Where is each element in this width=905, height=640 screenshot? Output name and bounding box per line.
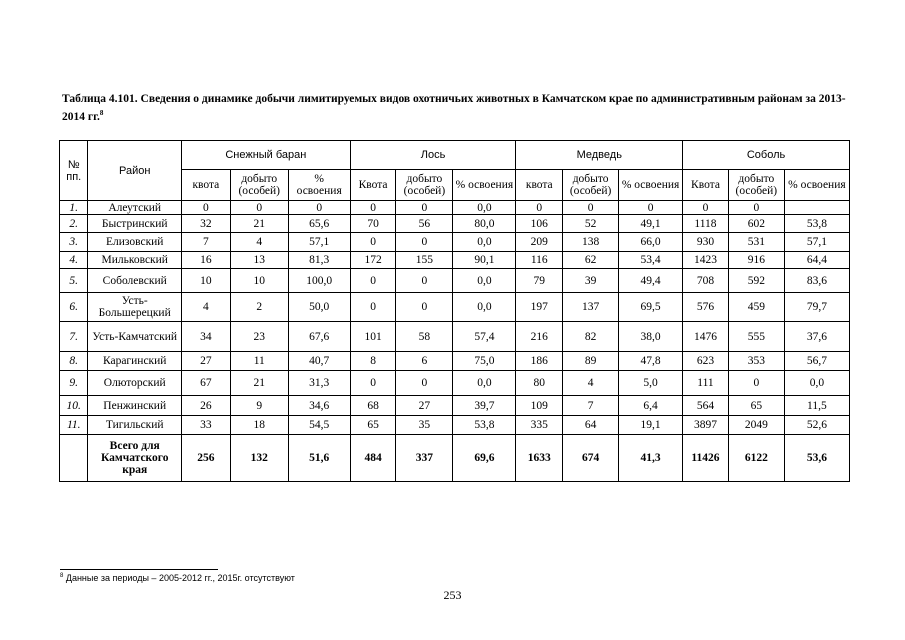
footnote-marker: 8 [60, 573, 64, 579]
table-row [60, 252, 850, 269]
value-cell: 82 [563, 322, 619, 352]
subheader-cell: добыто (особей) [396, 170, 453, 201]
value-cell: 80,0 [453, 215, 516, 233]
value-cell: 209 [516, 233, 563, 252]
row-number [60, 435, 88, 482]
value-cell: 57,1 [784, 233, 849, 252]
value-cell: 31,3 [288, 371, 350, 396]
value-cell: 34 [181, 322, 230, 352]
value-cell: 64 [563, 416, 619, 435]
value-cell: 106 [516, 215, 563, 233]
district-name: Соболевский [88, 269, 182, 293]
district-name: Алеутский [88, 201, 182, 215]
total-row [60, 435, 850, 482]
value-cell: 53,8 [453, 416, 516, 435]
table-row [60, 322, 850, 352]
value-cell: 27 [396, 396, 453, 416]
table-row [60, 269, 850, 293]
value-cell: 9 [230, 396, 288, 416]
value-cell: 256 [181, 435, 230, 482]
value-cell: 1476 [683, 322, 729, 352]
header-district: Район [88, 141, 182, 201]
value-cell: 54,5 [288, 416, 350, 435]
value-cell: 592 [728, 269, 784, 293]
row-number: 3. [60, 233, 88, 252]
value-cell: 65 [350, 416, 396, 435]
row-number: 8. [60, 352, 88, 371]
value-cell: 57,4 [453, 322, 516, 352]
value-cell: 0 [683, 201, 729, 215]
header-group-sheep: Снежный баран [181, 141, 350, 170]
district-name: Пенжинский [88, 396, 182, 416]
value-cell: 7 [563, 396, 619, 416]
value-cell: 0 [396, 233, 453, 252]
subheader-cell: Квота [350, 170, 396, 201]
value-cell: 1633 [516, 435, 563, 482]
value-cell: 80 [516, 371, 563, 396]
subheader-cell: % освоения [288, 170, 350, 201]
value-cell: 0 [563, 201, 619, 215]
value-cell: 100,0 [288, 269, 350, 293]
value-cell: 70 [350, 215, 396, 233]
value-cell: 67,6 [288, 322, 350, 352]
district-name: Тигильский [88, 416, 182, 435]
value-cell: 10 [230, 269, 288, 293]
row-number: 7. [60, 322, 88, 352]
value-cell: 708 [683, 269, 729, 293]
value-cell: 5,0 [619, 371, 683, 396]
value-cell: 67 [181, 371, 230, 396]
page-number: 253 [443, 588, 462, 602]
subheader-cell: % освоения [453, 170, 516, 201]
harvest-table [59, 140, 850, 482]
value-cell: 41,3 [619, 435, 683, 482]
header-group-moose: Лось [350, 141, 516, 170]
value-cell: 23 [230, 322, 288, 352]
district-name: Усть-Камчатский [88, 322, 182, 352]
value-cell: 56,7 [784, 352, 849, 371]
value-cell: 337 [396, 435, 453, 482]
value-cell: 35 [396, 416, 453, 435]
value-cell: 531 [728, 233, 784, 252]
value-cell: 8 [350, 352, 396, 371]
value-cell: 19,1 [619, 416, 683, 435]
district-name: Усть-Большерецкий [88, 293, 182, 322]
caption-text: Таблица 4.101. Сведения о динамике добычи лимитируемых видов охотничьих животных в Камчатском крае по административным районам за 2013-2014 гг. [62, 93, 846, 123]
value-cell: 116 [516, 252, 563, 269]
value-cell: 216 [516, 322, 563, 352]
value-cell: 33 [181, 416, 230, 435]
value-cell: 0,0 [453, 371, 516, 396]
row-number: 1. [60, 201, 88, 215]
value-cell: 68 [350, 396, 396, 416]
district-name: Карагинский [88, 352, 182, 371]
value-cell: 0 [728, 371, 784, 396]
value-cell: 53,6 [784, 435, 849, 482]
value-cell: 0 [350, 201, 396, 215]
value-cell: 0,0 [453, 269, 516, 293]
value-cell: 0 [396, 201, 453, 215]
footnote [60, 573, 295, 583]
value-cell [784, 201, 849, 215]
value-cell: 90,1 [453, 252, 516, 269]
value-cell: 11,5 [784, 396, 849, 416]
value-cell: 335 [516, 416, 563, 435]
value-cell: 186 [516, 352, 563, 371]
value-cell: 65 [728, 396, 784, 416]
value-cell: 53,4 [619, 252, 683, 269]
value-cell: 0 [230, 201, 288, 215]
value-cell: 138 [563, 233, 619, 252]
value-cell: 69,5 [619, 293, 683, 322]
value-cell: 0 [350, 269, 396, 293]
value-cell: 16 [181, 252, 230, 269]
value-cell: 109 [516, 396, 563, 416]
value-cell: 52 [563, 215, 619, 233]
value-cell: 21 [230, 215, 288, 233]
value-cell: 65,6 [288, 215, 350, 233]
header-group-bear: Медведь [516, 141, 683, 170]
district-name: Всего для Камчатского края [88, 435, 182, 482]
subheader-cell: добыто (особей) [563, 170, 619, 201]
value-cell: 0 [350, 293, 396, 322]
table-row [60, 293, 850, 322]
value-cell: 37,6 [784, 322, 849, 352]
value-cell: 40,7 [288, 352, 350, 371]
row-number: 2. [60, 215, 88, 233]
value-cell: 0 [516, 201, 563, 215]
value-cell: 0 [350, 233, 396, 252]
value-cell: 89 [563, 352, 619, 371]
value-cell: 137 [563, 293, 619, 322]
value-cell: 0,0 [784, 371, 849, 396]
value-cell: 34,6 [288, 396, 350, 416]
value-cell: 10 [181, 269, 230, 293]
value-cell: 132 [230, 435, 288, 482]
value-cell: 18 [230, 416, 288, 435]
value-cell: 39,7 [453, 396, 516, 416]
value-cell: 1423 [683, 252, 729, 269]
value-cell: 27 [181, 352, 230, 371]
value-cell: 172 [350, 252, 396, 269]
value-cell: 7 [181, 233, 230, 252]
value-cell: 32 [181, 215, 230, 233]
value-cell: 0,0 [453, 293, 516, 322]
footnote-divider [60, 569, 218, 570]
table-row [60, 201, 850, 215]
value-cell: 576 [683, 293, 729, 322]
value-cell: 0 [396, 269, 453, 293]
value-cell: 53,8 [784, 215, 849, 233]
row-number: 11. [60, 416, 88, 435]
value-cell: 0 [396, 293, 453, 322]
value-cell: 0 [728, 201, 784, 215]
table-row [60, 233, 850, 252]
value-cell: 101 [350, 322, 396, 352]
table-row [60, 215, 850, 233]
subheader-cell: квота [516, 170, 563, 201]
value-cell: 49,4 [619, 269, 683, 293]
value-cell: 49,1 [619, 215, 683, 233]
table-caption [62, 92, 852, 124]
subheader-cell: добыто (особей) [728, 170, 784, 201]
value-cell: 0 [181, 201, 230, 215]
value-cell: 64,4 [784, 252, 849, 269]
value-cell: 69,6 [453, 435, 516, 482]
value-cell: 930 [683, 233, 729, 252]
value-cell: 3897 [683, 416, 729, 435]
value-cell: 484 [350, 435, 396, 482]
value-cell: 11426 [683, 435, 729, 482]
value-cell: 66,0 [619, 233, 683, 252]
value-cell: 50,0 [288, 293, 350, 322]
value-cell: 58 [396, 322, 453, 352]
row-number: 5. [60, 269, 88, 293]
value-cell: 6,4 [619, 396, 683, 416]
value-cell: 75,0 [453, 352, 516, 371]
value-cell: 674 [563, 435, 619, 482]
row-number: 6. [60, 293, 88, 322]
value-cell: 4 [181, 293, 230, 322]
value-cell: 564 [683, 396, 729, 416]
value-cell: 57,1 [288, 233, 350, 252]
subheader-cell: % освоения [619, 170, 683, 201]
value-cell: 555 [728, 322, 784, 352]
value-cell: 353 [728, 352, 784, 371]
value-cell: 62 [563, 252, 619, 269]
value-cell: 26 [181, 396, 230, 416]
row-number: 4. [60, 252, 88, 269]
value-cell: 4 [230, 233, 288, 252]
value-cell: 6122 [728, 435, 784, 482]
value-cell: 38,0 [619, 322, 683, 352]
value-cell: 79,7 [784, 293, 849, 322]
footnote-text: Данные за периоды – 2005-2012 гг., 2015г. отсутствуют [63, 573, 295, 583]
row-number: 10. [60, 396, 88, 416]
value-cell: 0 [288, 201, 350, 215]
value-cell: 81,3 [288, 252, 350, 269]
district-name: Елизовский [88, 233, 182, 252]
value-cell: 0 [396, 371, 453, 396]
value-cell: 916 [728, 252, 784, 269]
value-cell: 2 [230, 293, 288, 322]
table-row [60, 352, 850, 371]
value-cell: 623 [683, 352, 729, 371]
value-cell: 39 [563, 269, 619, 293]
subheader-cell: добыто (особей) [230, 170, 288, 201]
value-cell: 11 [230, 352, 288, 371]
subheader-cell: % освоения [784, 170, 849, 201]
value-cell: 0 [350, 371, 396, 396]
value-cell: 459 [728, 293, 784, 322]
value-cell: 56 [396, 215, 453, 233]
value-cell: 79 [516, 269, 563, 293]
caption-footnote-ref: 8 [99, 109, 104, 117]
value-cell: 1118 [683, 215, 729, 233]
district-name: Мильковский [88, 252, 182, 269]
value-cell: 21 [230, 371, 288, 396]
value-cell: 0,0 [453, 233, 516, 252]
value-cell: 83,6 [784, 269, 849, 293]
table-row [60, 416, 850, 435]
value-cell: 155 [396, 252, 453, 269]
value-cell: 52,6 [784, 416, 849, 435]
subheader-cell: Квота [683, 170, 729, 201]
header-group-sable: Соболь [683, 141, 850, 170]
district-name: Быстринский [88, 215, 182, 233]
table-row [60, 371, 850, 396]
district-name: Олюторский [88, 371, 182, 396]
value-cell: 111 [683, 371, 729, 396]
value-cell: 4 [563, 371, 619, 396]
subheader-cell: квота [181, 170, 230, 201]
value-cell: 2049 [728, 416, 784, 435]
value-cell: 13 [230, 252, 288, 269]
value-cell: 0 [619, 201, 683, 215]
value-cell: 51,6 [288, 435, 350, 482]
value-cell: 0,0 [453, 201, 516, 215]
row-number: 9. [60, 371, 88, 396]
value-cell: 602 [728, 215, 784, 233]
header-num: № пп. [60, 141, 88, 201]
value-cell: 197 [516, 293, 563, 322]
table-row [60, 396, 850, 416]
value-cell: 6 [396, 352, 453, 371]
value-cell: 47,8 [619, 352, 683, 371]
